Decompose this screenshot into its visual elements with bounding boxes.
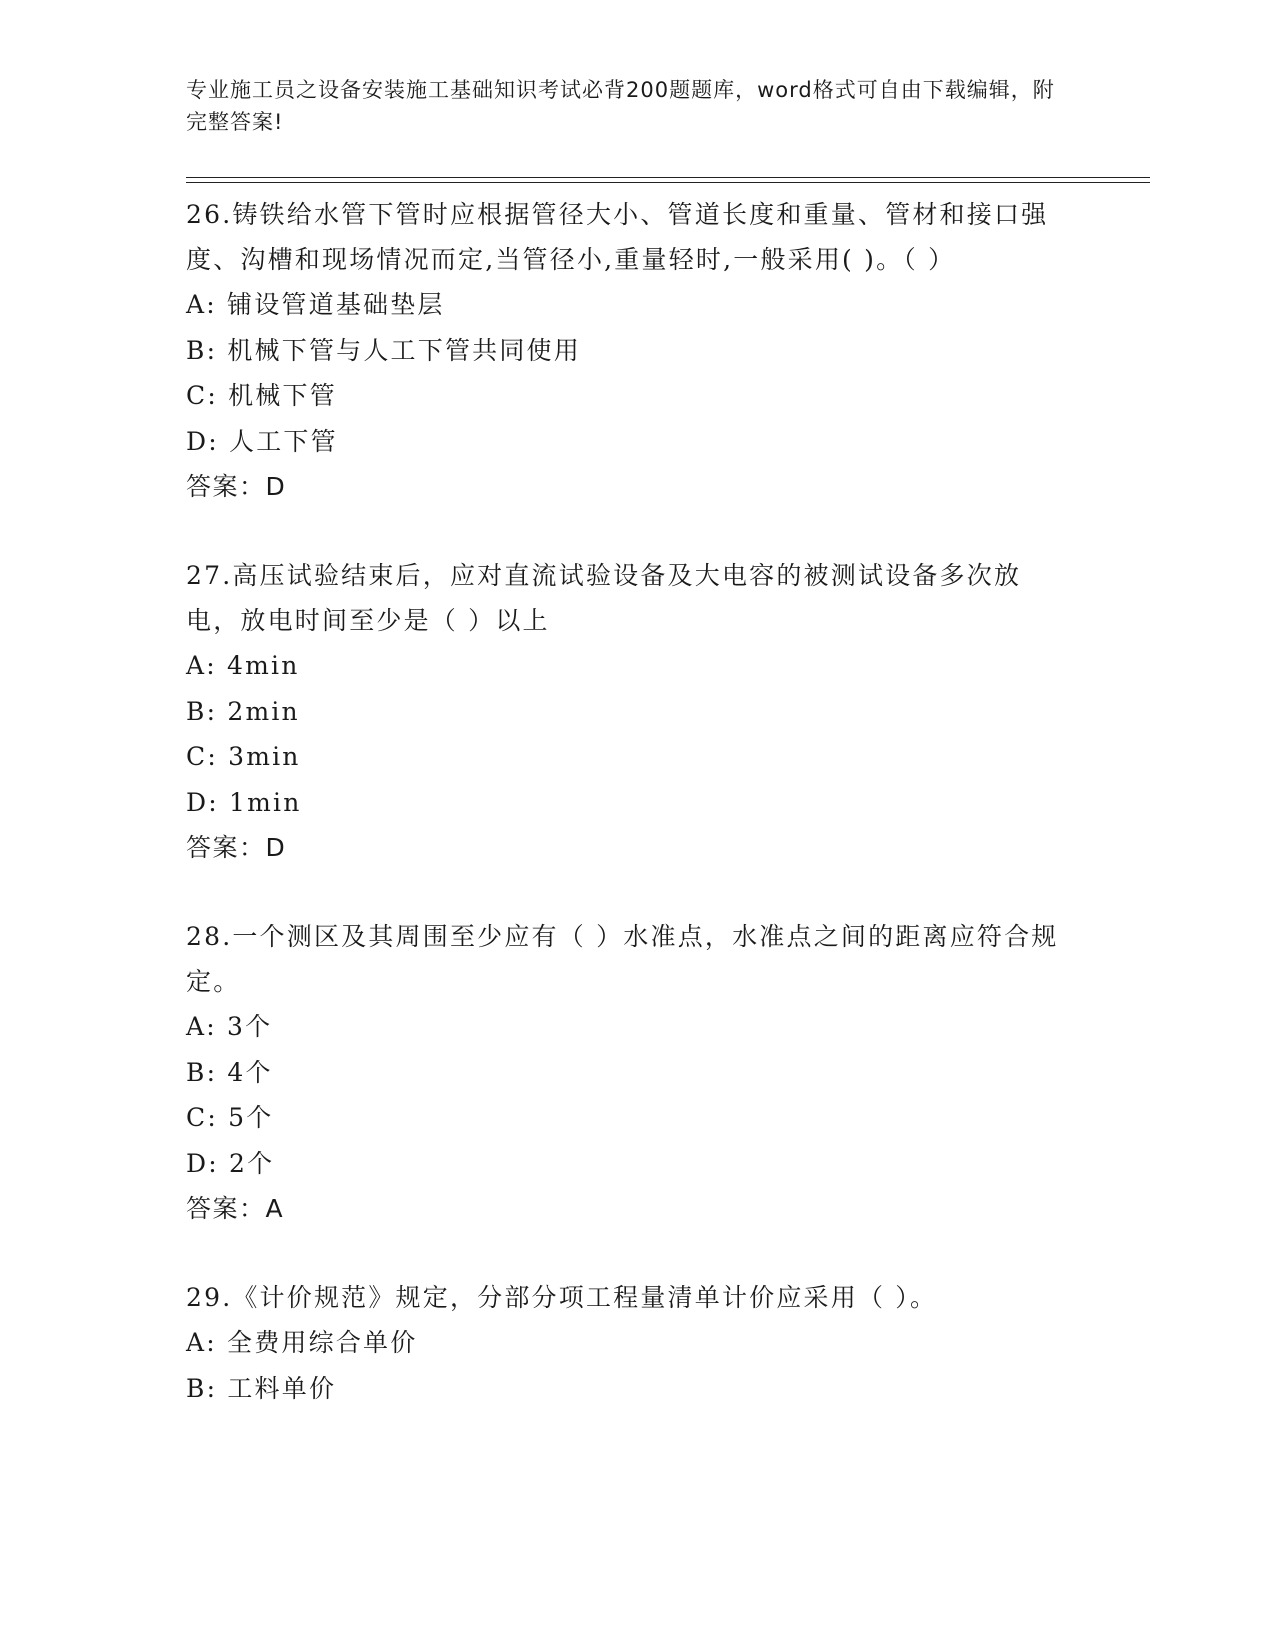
option-d: D: 人工下管 [186, 426, 338, 456]
question-29 [186, 1275, 1066, 1411]
option-a: A: 3个 [186, 1012, 273, 1041]
option-b: B: 机械下管与人工下管共同使用 [186, 335, 581, 365]
question-stem: 26.铸铁给水管下管时应根据管径大小、管道长度和重量、管材和接口强度、沟槽和现场情况而定,当管径小,重量轻时,一般采用( )。（ ） [186, 200, 1049, 274]
question-list [186, 192, 1066, 1455]
question-stem: 27.高压试验结束后，应对直流试验设备及大电容的被测试设备多次放电，放电时间至少是（ ）以上 [186, 561, 1022, 635]
option-b: B: 4个 [186, 1057, 273, 1087]
document-header: 专业施工员之设备安装施工基础知识考试必背200题题库，word格式可自由下载编辑，附完整答案! [186, 78, 1055, 134]
question-28 [186, 914, 1066, 1231]
answer-label: 答案：A [186, 1194, 285, 1223]
answer-label: 答案：D [186, 472, 287, 501]
header-divider-bottom [186, 182, 1150, 183]
option-c: C: 5个 [186, 1103, 274, 1132]
option-c: C: 机械下管 [186, 381, 337, 410]
header-divider-top [186, 177, 1150, 178]
question-stem: 28.一个测区及其周围至少应有（ ）水准点，水准点之间的距离应符合规定。 [186, 922, 1059, 996]
option-b: B: 2min [186, 696, 300, 726]
option-d: D: 1min [186, 787, 302, 817]
option-a: A: 全费用综合单价 [186, 1328, 418, 1357]
question-stem: 29.《计价规范》规定，分部分项工程量清单计价应采用（ ）。 [186, 1283, 938, 1312]
option-b: B: 工料单价 [186, 1373, 337, 1403]
option-a: A: 4min [186, 651, 300, 680]
question-27 [186, 553, 1066, 870]
option-d: D: 2个 [186, 1148, 275, 1178]
answer-label: 答案：D [186, 833, 287, 862]
question-26 [186, 192, 1066, 509]
option-c: C: 3min [186, 742, 301, 771]
option-a: A: 铺设管道基础垫层 [186, 290, 445, 319]
